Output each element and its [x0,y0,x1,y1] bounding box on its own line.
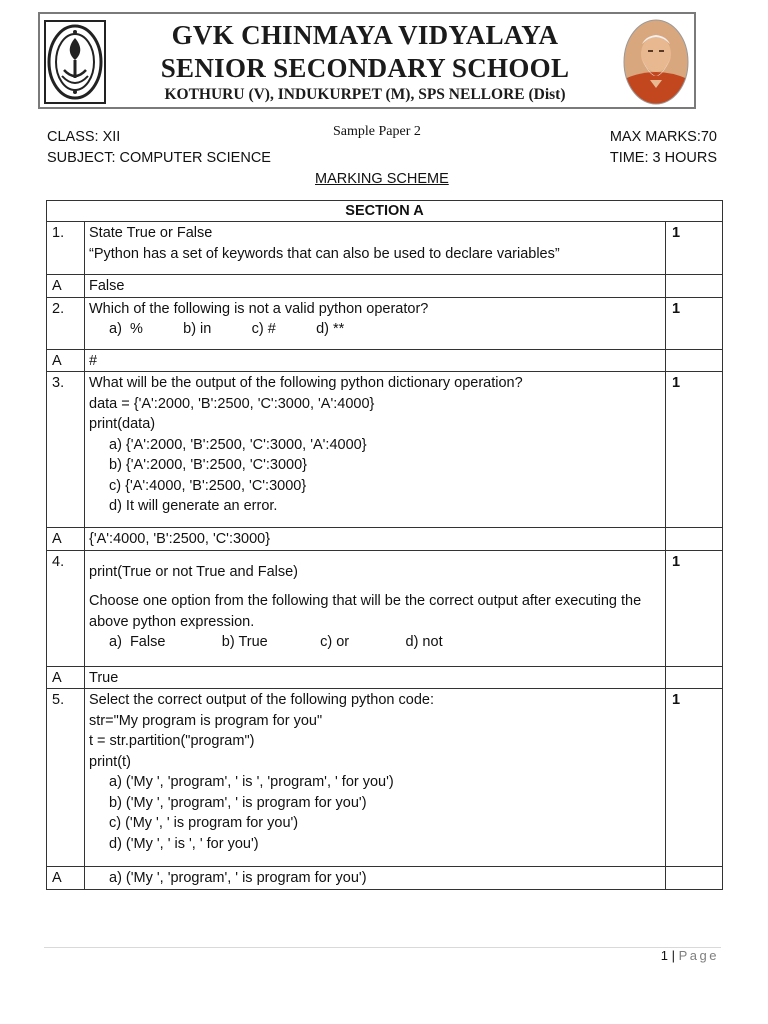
question-text [85,297,666,349]
school-logo-emblem [44,20,106,104]
footer-divider [44,947,721,948]
question-row [47,222,723,275]
spacer [89,582,661,591]
class-label: CLASS: XII [47,129,121,145]
founder-portrait-image [622,18,690,106]
question-line: data = {'A':2000, 'B':2500, 'C':3000, 'A':4000} [89,395,375,412]
question-line: t = str.partition("program") [89,733,255,749]
question-text [85,689,666,867]
question-line: Choose one option from the following that will be the correct output after executing the above python expression. [89,593,642,630]
sample-paper-label: Sample Paper 2 [333,124,421,139]
page-word: Page [678,948,719,963]
question-line: print(True or not True and False) [89,563,298,580]
question-line: What will be the output of the following python dictionary operation? [89,375,523,391]
question-line: “Python has a set of keywords that can also be used to declare variables” [89,245,560,262]
page-number: 1 [660,948,668,963]
answer-options: a) % b) in c) # d) ** [109,321,345,337]
answer-label: A [47,867,85,890]
answer-marks-cell [666,349,723,372]
answer-text: True [85,666,666,689]
section-title: SECTION A [47,201,723,222]
question-line: Select the correct output of the following python code: [89,692,434,708]
question-number: 4. [47,550,85,666]
question-row [47,297,723,349]
question-number: 5. [47,689,85,867]
answer-text: {'A':4000, 'B':2500, 'C':3000} [85,528,666,551]
question-marks: 1 [666,297,723,349]
question-row [47,550,723,666]
answer-text [85,867,666,890]
spacer [89,552,661,562]
section-header-row [47,201,723,222]
answer-row [47,275,723,298]
question-text [85,372,666,528]
question-line: print(data) [89,416,156,432]
answer-option: d) ('My ', ' is ', ' for you') [109,835,259,852]
question-marks: 1 [666,689,723,867]
question-number: 1. [47,222,85,275]
answer-label: A [47,275,85,298]
answer-row [47,349,723,372]
answer-option: a) ('My ', 'program', ' is ', 'program', ' for you') [109,774,394,790]
answer-label: A [47,528,85,551]
answer-option: b) ('My ', 'program', ' is program for you') [109,794,367,811]
answer-marks-cell [666,275,723,298]
marking-scheme-title: MARKING SCHEME [315,171,449,187]
answer-options: a) False b) True c) or d) not [109,634,443,650]
question-marks: 1 [666,222,723,275]
answer-label: A [47,349,85,372]
school-name: GVK CHINMAYA VIDYALAYA [171,20,559,50]
question-number: 3. [47,372,85,528]
question-marks: 1 [666,372,723,528]
answer-row [47,666,723,689]
question-row [47,372,723,528]
question-text [85,550,666,666]
question-number: 2. [47,297,85,349]
question-line: Which of the following is not a valid python operator? [89,300,429,317]
answer-option: c) {'A':4000, 'B':2500, 'C':3000} [109,477,307,494]
answer-option: d) It will generate an error. [109,498,278,514]
answer-option: c) ('My ', ' is program for you') [109,815,299,831]
question-text [85,222,666,275]
answer-text: False [85,275,666,298]
answer-row [47,528,723,551]
answer-row [47,867,723,890]
question-row [47,689,723,867]
answer-option: a) ('My ', 'program', ' is program for you') [109,870,367,886]
answer-text: # [85,349,666,372]
answer-marks-cell [666,666,723,689]
page-footer [661,948,719,963]
school-address: KOTHURU (V), INDUKURPET (M), SPS NELLORE (Dist) [164,86,566,103]
school-level: SENIOR SECONDARY SCHOOL [160,53,570,83]
footer-separator: | [671,948,675,963]
questions-table [46,200,723,890]
question-line: print(t) [89,753,131,770]
question-line: State True or False [89,225,213,241]
time-label: TIME: 3 HOURS [609,150,717,166]
question-marks: 1 [666,550,723,666]
school-letterhead [38,12,696,109]
max-marks-label: MAX MARKS:70 [609,129,717,145]
answer-marks-cell [666,528,723,551]
answer-option: a) {'A':2000, 'B':2500, 'C':3000, 'A':4000} [109,436,367,453]
answer-option: b) {'A':2000, 'B':2500, 'C':3000} [109,457,308,473]
answer-marks-cell [666,867,723,890]
answer-label: A [47,666,85,689]
subject-label: SUBJECT: COMPUTER SCIENCE [47,150,271,166]
question-line: str="My program is program for you" [89,712,323,729]
